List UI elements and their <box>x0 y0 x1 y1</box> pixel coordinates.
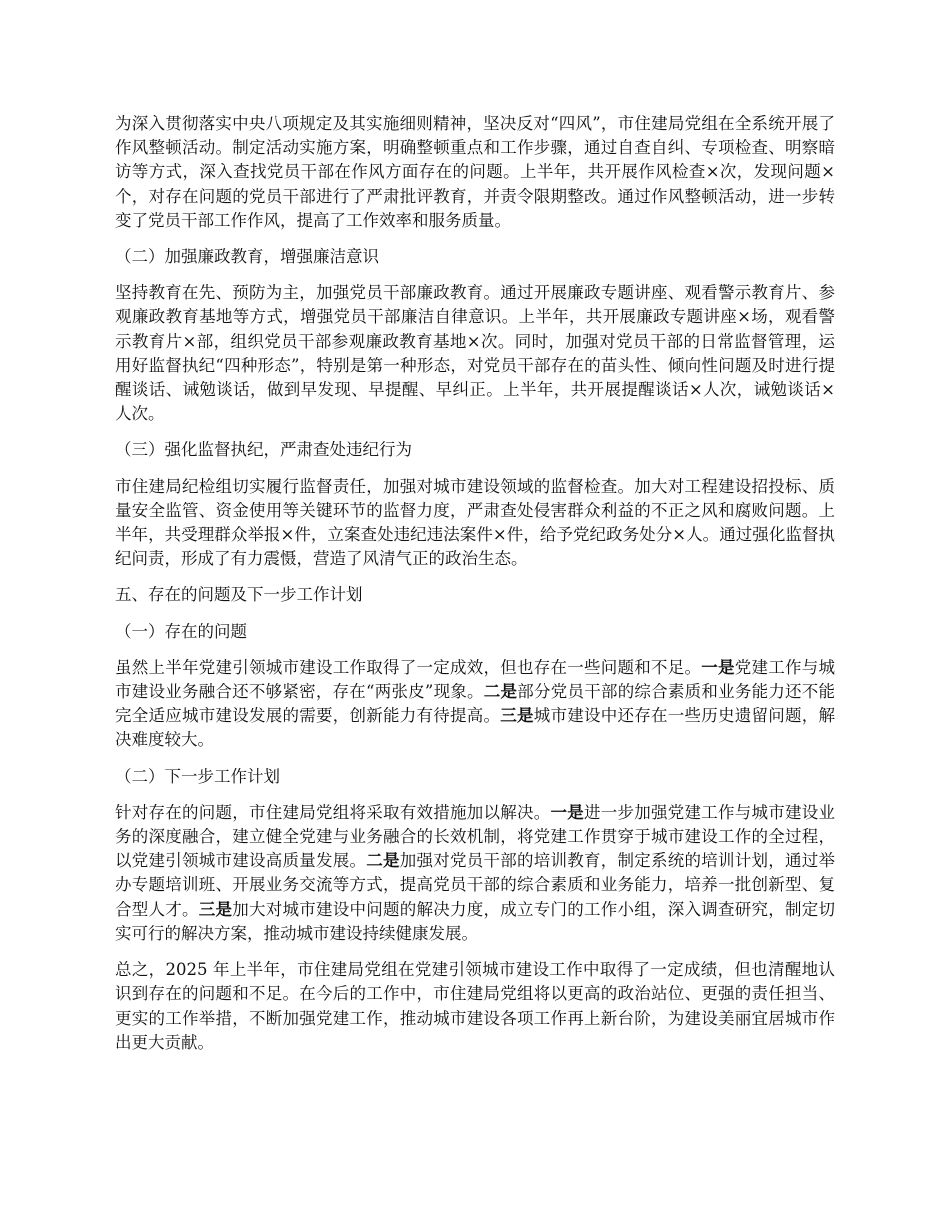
emphasis-text: 一是 <box>701 657 735 677</box>
text-run: （二）加强廉政教育，增强廉洁意识 <box>115 247 379 267</box>
text-run: 坚持教育在先、预防为主，加强党员干部廉政教育。通过开展廉政专题讲座、观看警示教育片、参观廉政教育基地等方式，增强党员干部廉洁自律意识。上半年，共开展廉政专题讲座×场，观看警示教育片×部，组织党员干部参观廉政教育基地×次。同时，加强对党员干部的日常监督管理，运用好监督执纪“四种形态”，特别是第一种形态，对党员干部存在的苗头性、倾向性问题及时进行提醒谈话、诫勉谈话，做到早发现、早提醒、早纠正。上半年，共开展提醒谈话×人次，诫勉谈话×人次。 <box>115 283 835 424</box>
emphasis-text: 一是 <box>550 802 584 822</box>
emphasis-text: 二是 <box>483 682 518 702</box>
paragraph <box>115 801 835 946</box>
section-heading <box>115 620 835 644</box>
text-run: 城市建设中还存在一些历史遗留问题，解决难度较大。 <box>115 706 835 750</box>
text-run: （一）存在的问题 <box>115 621 247 641</box>
text-run: 党建工作与城市建设业务融合还不够紧密，存在“两张皮”现象。 <box>115 657 835 702</box>
text-run: 加大对城市建设中问题的解决力度，成立专门的工作小组，深入调查研究，制定切实可行的解决方案，推动城市建设持续健康发展。 <box>115 899 835 943</box>
section-heading <box>115 245 835 269</box>
text-run: 总之，2025 年上半年，市住建局党组在党建引领城市建设工作中取得了一定成绩，但也清醒地认识到存在的问题和不足。在今后的工作中，市住建局党组将以更高的政治站位、更强的责任担当、更实的工作举措，不断加强党建工作，推动城市建设各项工作再上新台阶，为建设美丽宜居城市作出更大贡献。 <box>115 960 835 1052</box>
text-run: 针对存在的问题，市住建局党组将采取有效措施加以解决。 <box>115 802 551 822</box>
text-run: （三）强化监督执纪，严肃查处违纪行为 <box>115 440 412 460</box>
emphasis-text: 三是 <box>500 706 534 726</box>
paragraph <box>115 656 835 753</box>
text-run: 部分党员干部的综合素质和业务能力还不能完全适应城市建设发展的需要，创新能力有待提高。 <box>115 682 836 726</box>
paragraph <box>115 958 835 1055</box>
paragraph <box>115 475 835 572</box>
section-heading <box>115 438 835 462</box>
document-body <box>115 112 835 1067</box>
emphasis-text: 三是 <box>198 899 233 919</box>
emphasis-text: 二是 <box>366 851 400 871</box>
section-heading <box>115 765 835 789</box>
section-heading <box>115 583 835 607</box>
text-run: 五、存在的问题及下一步工作计划 <box>115 585 363 605</box>
text-run: 加强对党员干部的培训教育，制定系统的培训计划，通过举办专题培训班、开展业务交流等方式，提高党员干部的综合素质和业务能力，培养一批创新型、复合型人才。 <box>115 851 835 919</box>
text-run: 虽然上半年党建引领城市建设工作取得了一定成效，但也存在一些问题和不足。 <box>115 657 702 677</box>
paragraph <box>115 112 835 233</box>
text-run: （二）下一步工作计划 <box>115 766 280 786</box>
text-run: 为深入贯彻落实中央八项规定及其实施细则精神，坚决反对“四风”，市住建局党组在全系统开展了作风整顿活动。制定活动实施方案，明确整顿重点和工作步骤，通过自查自纠、专项检查、明察暗访等方式，深入查找党员干部在作风方面存在的问题。上半年，共开展作风检查×次，发现问题×个，对存在问题的党员干部进行了严肃批评教育，并责令限期整改。通过作风整顿活动，进一步转变了党员干部工作作风，提高了工作效率和服务质量。 <box>115 114 835 230</box>
paragraph <box>115 281 835 426</box>
text-run: 市住建局纪检组切实履行监督责任，加强对城市建设领域的监督检查。加大对工程建设招投标、质量安全监管、资金使用等关键环节的监督力度，严肃查处侵害群众利益的不正之风和腐败问题。上半年，共受理群众举报×件，立案查处违纪违法案件×件，给予党纪政务处分×人。通过强化监督执纪问责，形成了有力震慑，营造了风清气正的政治生态。 <box>115 476 835 569</box>
text-run: 进一步加强党建工作与城市建设业务的深度融合，建立健全党建与业务融合的长效机制，将党建工作贯穿于城市建设工作的全过程，以党建引领城市建设高质量发展。 <box>115 802 835 871</box>
